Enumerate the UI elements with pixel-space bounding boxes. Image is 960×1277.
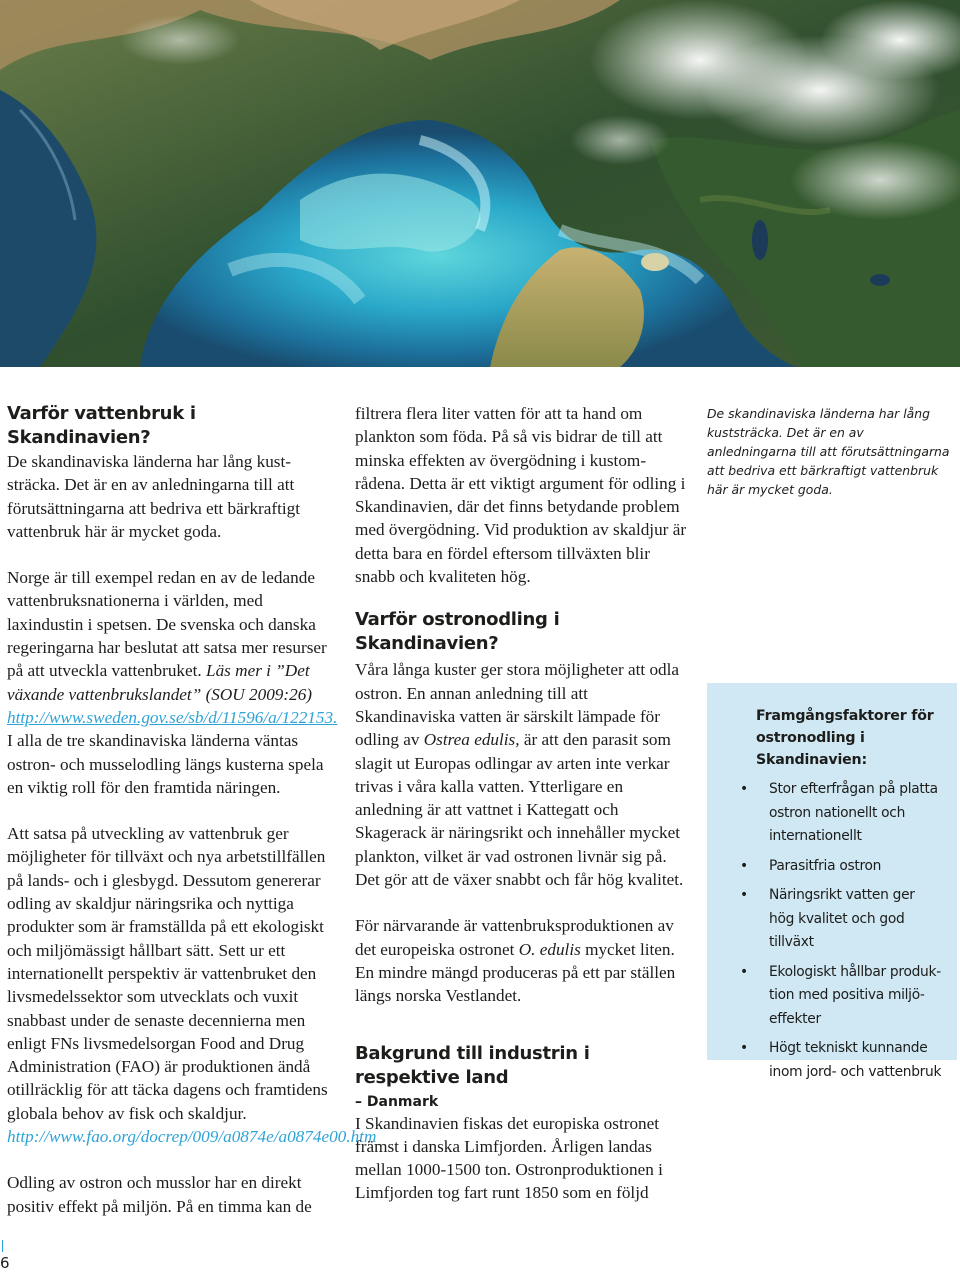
- column-right: [707, 404, 957, 499]
- paragraph-oysters-environment: Odling av ostron och musslor har en direkt positiv effekt på miljön. På en timma kan de: [7, 1173, 312, 1216]
- satellite-image-scandinavia-icon: [0, 0, 960, 367]
- list-item-text: Ekologiskt hållbar produktion med positiva miljöeffekter: [769, 963, 942, 1027]
- paragraph-long-coasts-rest: är att den parasit som slagit ut Europas odlingar av arten inte verkar trivas i våra kalla vatten. Ytterligare en anledning är att vattnet i Kattegatt och Skagerack är näringsrikt och innehåller mycket plankton, vilket är vad ostronen livnär sig på. Det gör att de växer snabbt och får hög kvalitet.: [355, 730, 684, 890]
- paragraph-current-production-text: För närvarande är vattenbruksproduktionen av det europeiska ostronet: [355, 916, 674, 959]
- list-item: [740, 961, 943, 1032]
- paragraph-filtering: filtrera flera liter vatten för att ta hand om plankton som föda. På så vis bidrar de till att minska effekten av övergödning i kustområdena. Detta är ett viktigt argument för odling i Skandinavien, där det finns betydande problem med övergödning. Vid produktion av skaldjur är detta bara en fördel eftersom tillväxten blir snabb och kvaliteten hög.: [355, 404, 687, 587]
- species-o-edulis: O. edulis: [518, 939, 581, 959]
- list-item-text: Högt tekniskt kunnande inom jord- och vattenbruk: [769, 1040, 942, 1080]
- list-item-text: Stor efterfrågan på platta ostron nationellt och internationellt: [769, 781, 938, 844]
- list-item: [740, 884, 943, 955]
- heading-why-aquaculture: Varför vattenbruk i Skandinavien?: [7, 403, 196, 448]
- species-ostrea-edulis: Ostrea edulis,: [423, 730, 520, 750]
- subheading-denmark: – Danmark: [355, 1093, 439, 1110]
- page-accent-line: [2, 1240, 3, 1252]
- image-caption: De skandinaviska länderna har lång kuststräcka. Det är en av anledningarna till att förutsättningarna att bedriva ett bärkraftigt vattenbruk här är mycket goda.: [707, 406, 950, 497]
- bullet-icon: •: [740, 857, 748, 874]
- satellite-image: [0, 0, 960, 367]
- page-number: 6: [0, 1254, 10, 1272]
- bullet-icon: •: [740, 887, 748, 903]
- heading-why-oyster-farming: Varför ostronodling i Skandinavien?: [355, 609, 560, 655]
- list-item: [740, 778, 943, 849]
- heading-industry-background: Bakgrund till industrin i respektive land: [355, 1042, 590, 1088]
- link-sweden-gov[interactable]: http://www.sweden.gov.se/sb/d/11596/a/122153.: [7, 707, 338, 727]
- paragraph-limfjorden: I Skandinavien fiskas det europiska ostronet främst i danska Limfjorden. Årligen landas mellan 1000-1500 ton. Ostronproduktionen i Limfjorden tog fart runt 1850 som en följd: [355, 1113, 663, 1203]
- paragraph-norway-rest: I alla de tre skandinaviska länderna väntas ostron- och musselodling längs kusterna spela en viktig roll för den framtida näringen.: [7, 731, 324, 797]
- success-factors-box: [707, 683, 957, 1080]
- reference-sou: Läs mer i ”Det växande vattenbrukslandet” (SOU 2009:26): [7, 661, 313, 704]
- paragraph-norway: [7, 566, 338, 799]
- success-factors-list: [740, 778, 943, 1084]
- bullet-icon: •: [740, 963, 748, 980]
- list-item-text: Näringsrikt vatten ger hög kvalitet och god tillväxt: [769, 887, 915, 950]
- list-item-text: Parasitfria ostron: [769, 857, 882, 874]
- bullet-icon: •: [740, 1040, 748, 1056]
- paragraph-current-production: [355, 914, 690, 1007]
- paragraph-current-production-rest: mycket liten. En mindre mängd produceras på ett par ställen längs norska Vestlandet.: [355, 939, 676, 1006]
- paragraph-long-coasts-text: Våra långa kuster ger stora möjligheter att odla ostron. En annan anledning till att Skandinaviska vatten är särskilt lämpade för odling av: [355, 660, 680, 750]
- paragraph-norway-text: Norge är till exempel redan en av de ledande vattenbruksnationerna i världen, med laxindustin i spetsen. De svenska och danska regeringarna har beslutat att satsa mer resurser på att utveckla vattenbruket.: [7, 568, 327, 681]
- column-left: [7, 402, 377, 1218]
- success-factors-title: Framgångsfaktorer för ostronodling i Skandinavien:: [756, 708, 934, 768]
- paragraph-development-text: Att satsa på utveckling av vattenbruk ger möjligheter för tillväxt och nya arbetstillfällen på lands- och i glesbygd. Dessutom genererar odling av skaldjur näringsrika och nyttiga produkter som är framställda på ett ekologiskt och miljömässigt hållbart sätt. Sett ur ett internationellt perspektiv är vattenbruket den livsmedelssektor som utvecklats och vuxit snabbast under de senaste decennierna men enligt FNs livsmedelsorgan Food and Drug Administration (FAO) är produktionen ändå otillräcklig för att täcka dagens och framtidens globala behov av fisk och skaldjur.: [7, 824, 328, 1123]
- paragraph-development: [7, 822, 377, 1148]
- column-middle: [355, 402, 690, 1205]
- paragraph-coastline: De skandinaviska länderna har lång kuststräcka. Det är en av anledningarna till att förutsättningarna att bedriva ett bärkraftigt vattenbruk här är mycket goda.: [7, 452, 301, 541]
- paragraph-long-coasts: [355, 658, 690, 891]
- list-item: [740, 855, 943, 879]
- list-item: [740, 1037, 943, 1084]
- link-fao[interactable]: http://www.fao.org/docrep/009/a0874e/a0874e00.htm: [7, 1127, 377, 1147]
- bullet-icon: •: [740, 781, 748, 797]
